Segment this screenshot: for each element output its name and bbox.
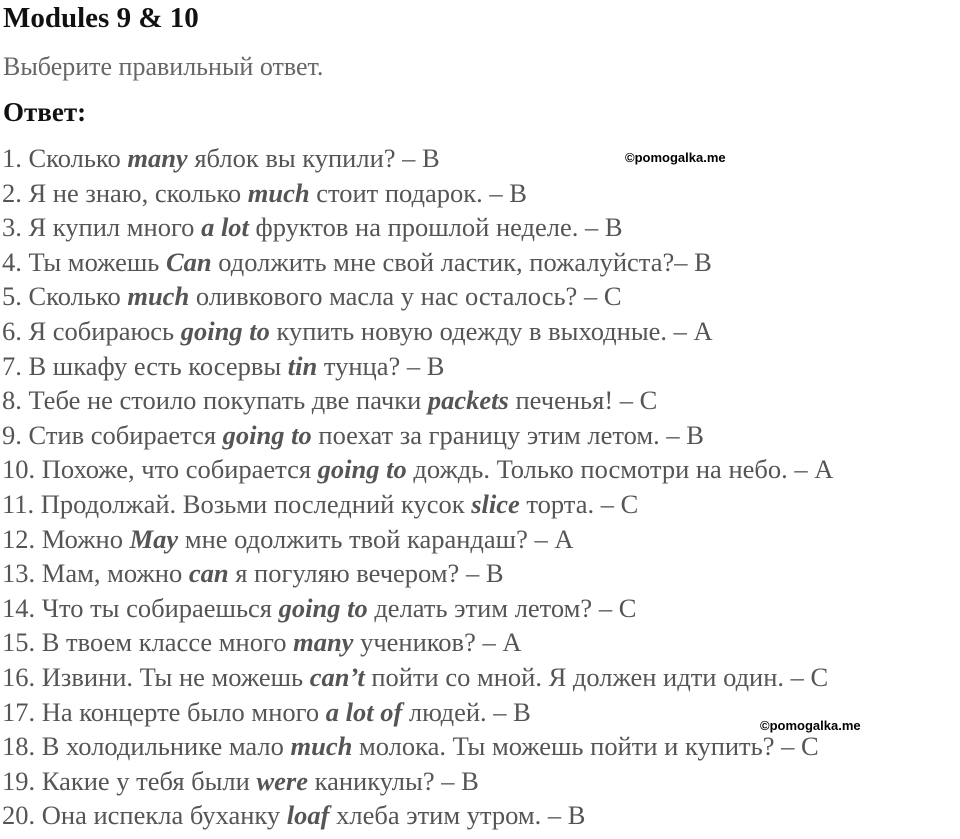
answer-keyword: a lot (201, 212, 249, 243)
answer-text-before: Мам, можно (41, 558, 183, 589)
answer-text-before: В шкафу есть косервы (28, 350, 282, 381)
answer-keyword: a lot of (325, 696, 403, 727)
answer-number: 7. (2, 350, 22, 381)
answer-text-before: Сколько (28, 281, 121, 312)
answer-heading: Ответ: (3, 97, 87, 127)
answer-number: 6. (2, 315, 22, 346)
answer-keyword: loaf (286, 800, 330, 831)
answer-item (2, 556, 833, 591)
answer-text-before: Тебе не стоило покупать две пачки (28, 385, 422, 416)
answer-number: 17. (2, 696, 36, 727)
answer-keyword: tin (287, 350, 318, 381)
answer-text-after: одолжить мне свой ластик, пожалуйста?– B (218, 246, 712, 277)
answer-number: 2. (2, 177, 22, 208)
answer-keyword: going to (317, 454, 407, 485)
answer-text-before: На концерте было много (41, 696, 320, 727)
answer-text-after: фруктов на прошлой неделе. – B (255, 212, 623, 243)
answer-number: 8. (2, 385, 22, 416)
answer-text-before: Какие у тебя были (41, 765, 250, 796)
answer-keyword: were (256, 765, 308, 796)
answer-text-after: торта. – C (526, 488, 639, 519)
answer-item (2, 729, 833, 764)
answer-keyword: much (247, 177, 310, 208)
answer-text-before: Извини. Ты не можешь (41, 661, 304, 692)
answer-item (2, 383, 833, 418)
answer-keyword: many (127, 143, 188, 173)
answer-text-after: хлеба этим утром. – B (336, 800, 586, 831)
answer-number: 12. (2, 523, 36, 554)
watermark-bottom: ©pomogalka.me (760, 718, 861, 733)
answer-number: 15. (2, 627, 36, 658)
answer-text-after: поехат за границу этим летом. – B (318, 419, 704, 450)
answer-text-after: делать этим летом? – C (374, 592, 637, 623)
answer-number: 3. (2, 212, 22, 243)
answer-text-before: Можно (41, 523, 123, 554)
answer-text-after: яблок вы купили? – B (194, 143, 440, 173)
answer-text-before: Продолжай. Возьми последний кусок (40, 488, 465, 519)
answer-item (2, 314, 833, 349)
answer-text-after: каникулы? – B (314, 765, 479, 796)
answer-text-before: Сколько (28, 143, 121, 173)
answer-item (2, 695, 833, 730)
answer-item (2, 210, 833, 245)
answer-text-after: мне одолжить твой карандаш? – A (184, 523, 574, 554)
answer-keyword: going to (180, 315, 270, 346)
answer-item (2, 487, 833, 522)
answer-item (2, 452, 833, 487)
answer-item (2, 176, 833, 211)
answer-keyword: can’t (309, 661, 365, 692)
answer-item (2, 349, 833, 384)
answer-item (2, 591, 833, 626)
answer-text-before: В твоем классе много (41, 627, 287, 658)
answer-keyword: can (188, 558, 229, 589)
answer-item (2, 660, 833, 695)
answer-text-after: стоит подарок. – B (316, 177, 527, 208)
answer-number: 5. (2, 281, 22, 312)
answer-text-after: тунца? – B (323, 350, 445, 381)
answer-number: 10. (2, 454, 36, 485)
answer-item (2, 798, 833, 833)
answer-keyword: Can (166, 246, 212, 277)
answer-number: 4. (2, 246, 22, 277)
answer-text-before: Я не знаю, сколько (28, 177, 242, 208)
answer-keyword: much (290, 731, 353, 762)
answer-keyword: packets (427, 385, 509, 416)
answer-text-before: Похоже, что собирается (41, 454, 312, 485)
answer-item (2, 625, 833, 660)
answer-number: 13. (2, 558, 36, 589)
answer-text-after: я погуляю вечером? – B (235, 558, 504, 589)
answer-keyword: much (127, 281, 190, 312)
answer-list (2, 141, 833, 833)
answer-text-before: Стив собирается (28, 419, 217, 450)
answer-text-after: учеников? – A (360, 627, 522, 658)
answer-text-before: Я купил много (28, 212, 195, 243)
answer-number: 11. (2, 488, 35, 519)
answer-text-after: купить новую одежду в выходные. – A (276, 315, 713, 346)
answer-item (2, 418, 833, 453)
answer-text-before: Я собираюсь (28, 315, 175, 346)
answer-number: 16. (2, 661, 36, 692)
answer-number: 20. (2, 800, 36, 831)
answer-item (2, 245, 833, 280)
answer-text-after: дождь. Только посмотри на небо. – A (413, 454, 834, 485)
answer-text-after: людей. – B (408, 696, 531, 727)
answer-number: 14. (2, 592, 36, 623)
watermark-top: ©pomogalka.me (625, 150, 726, 165)
task-instruction: Выберите правильный ответ. (3, 52, 324, 81)
answer-text-after: оливкового масла у нас осталось? – C (195, 281, 622, 312)
answer-number: 18. (2, 731, 36, 762)
answer-item (2, 279, 833, 314)
answer-text-after: молока. Ты можешь пойти и купить? – C (359, 731, 819, 762)
answer-number: 9. (2, 419, 22, 450)
answer-item (2, 764, 833, 799)
answer-text-before: Ты можешь (28, 246, 160, 277)
answer-text-after: пойти со мной. Я должен идти один. – C (371, 661, 829, 692)
answer-item (2, 522, 833, 557)
page-title: Modules 9 & 10 (3, 2, 199, 34)
answer-keyword: going to (222, 419, 312, 450)
answer-keyword: many (293, 627, 354, 658)
answer-text-before: Что ты собираешься (41, 592, 272, 623)
answer-text-before: В холодильнике мало (41, 731, 284, 762)
answer-keyword: May (129, 523, 179, 554)
answer-keyword: slice (471, 488, 520, 519)
answer-text-before: Она испекла буханку (41, 800, 281, 831)
answer-number: 19. (2, 765, 36, 796)
answer-number: 1. (2, 143, 22, 173)
answer-text-after: печенья! – C (515, 385, 658, 416)
answer-keyword: going to (278, 592, 368, 623)
